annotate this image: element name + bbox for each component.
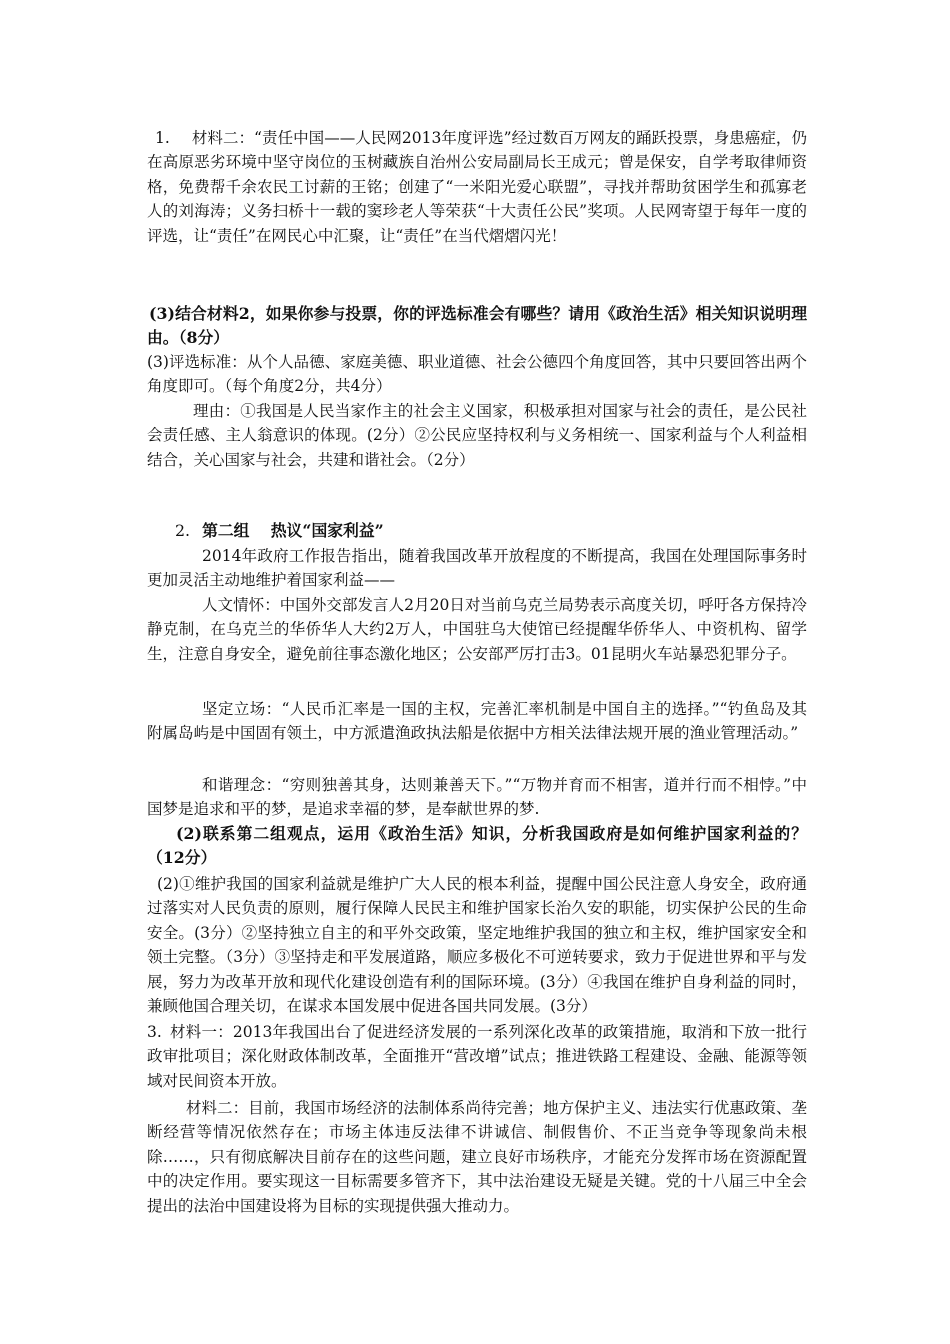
q2-question: [147, 822, 807, 871]
q2-paragraph-2: [147, 697, 807, 746]
q1-material-block: [147, 126, 807, 248]
q1-answer-reason: [147, 399, 807, 472]
q3-material-1: [147, 1020, 807, 1093]
q1-question-text: (3)结合材料2，如果你参与投票，你的评选标准会有哪些？请用《政治生活》相关知识说明理由。（8分）: [147, 304, 807, 348]
q3-number: 3.: [147, 1023, 162, 1041]
q3-material-2: [147, 1096, 807, 1218]
q1-number: 1.: [155, 129, 170, 147]
q2-heading: 第二组 热议“国家利益”: [202, 521, 384, 540]
q2-paragraph-1-text: 人文情怀：中国外交部发言人2月20日对当前乌克兰局势表示高度关切，呼吁各方保持冷静克制，在乌克兰的华侨华人大约2万人，中国驻乌大使馆已经提醒华侨华人、中资机构、留学生，注意自身安全，避免前往事态激化地区；公安部严厉打击3。01昆明火车站暴恐犯罪分子。: [147, 596, 807, 663]
q3-material-1-text: 材料一：2013年我国出台了促进经济发展的一系列深化改革的政策措施，取消和下放一批行政审批项目；深化财政体制改革，全面推开“营改增”试点；推进铁路工程建设、金融、能源等领域对民间资本开放。: [147, 1023, 807, 1090]
q2-intro: [147, 544, 807, 593]
q2-heading-line: [147, 519, 807, 543]
q3-material-2-text: 材料二：目前，我国市场经济的法制体系尚待完善；地方保护主义、违法实行优惠政策、垄断经营等情况依然存在；市场主体违反法律不讲诚信、制假售价、不正当竞争等现象尚未根除……，只有彻底解决目前存在的这些问题，建立良好市场秩序，才能充分发挥市场在资源配置中的决定作用。要实现这一目标需要多管齐下，其中法治建设无疑是关键。党的十八届三中全会提出的法治中国建设将为目标的实现提供强大推动力。: [147, 1099, 807, 1215]
q2-paragraph-1: [147, 593, 807, 666]
q2-answer-text: (2)①维护我国的国家利益就是维护广大人民的根本利益，提醒中国公民注意人身安全，政府通过落实对人民负责的原则，履行保障人民民主和维护国家长治久安的职能，切实保护公民的生命安全。(3分）②坚持独立自主的和平外交政策，坚定地维护我国的独立和主权，维护国家安全和领土完整。（3分）③坚持走和平发展道路，顺应多极化不可逆转要求，致力于促进世界和平与发展，努力为改革开放和现代化建设创造有利的国际环境。(3分）④我国在维护自身利益的同时，兼顾他国合理关切，在谋求本国发展中促进各国共同发展。(3分）: [147, 875, 807, 1016]
q1-material: 材料二：“责任中国——人民网2013年度评选”经过数百万网友的踊跃投票，身患癌症，仍在高原恶劣环境中坚守岗位的玉树藏族自治州公安局副局长王成元；曾是保安，自学考取律师资格，免费帮千余农民工讨薪的王铭；创建了“一米阳光爱心联盟”，寻找并帮助贫困学生和孤寡老人的刘海涛；义务扫桥十一载的窦珍老人等荣获“十大责任公民”奖项。人民网寄望于每年一度的评选，让“责任”在网民心中汇聚，让“责任”在当代熠熠闪光！: [147, 129, 807, 245]
q2-number: 2.: [175, 521, 191, 540]
q1-answer-standard-text: (3)评选标准：从个人品德、家庭美德、职业道德、社会公德四个角度回答，其中只要回答出两个角度即可。（每个角度2分，共4分）: [147, 353, 807, 396]
q1-answer-reason-text: 理由：①我国是人民当家作主的社会主义国家，积极承担对国家与社会的责任，是公民社会责任感、主人翁意识的体现。(2分）②公民应坚持权利与义务相统一、国家利益与个人利益相结合，关心国家与社会，共建和谐社会。（2分）: [147, 402, 807, 469]
q2-paragraph-2-text: 坚定立场：“人民币汇率是一国的主权，完善汇率机制是中国自主的选择。”“钓鱼岛及其附属岛屿是中国固有领土，中方派遣渔政执法船是依据中方相关法律法规开展的渔业管理活动。”: [147, 700, 807, 743]
q1-question: [147, 302, 807, 351]
q2-question-text: (2)联系第二组观点，运用《政治生活》知识，分析我国政府是如何维护国家利益的？（12分）: [147, 824, 807, 868]
q2-intro-text: 2014年政府工作报告指出，随着我国改革开放程度的不断提高，我国在处理国际事务时更加灵活主动地维护着国家利益——: [147, 547, 807, 590]
q1-answer-standard: [147, 350, 807, 399]
q2-paragraph-3: [147, 773, 807, 822]
q2-answer: [147, 872, 807, 1018]
q2-paragraph-3-text: 和谐理念：“穷则独善其身，达则兼善天下。”“万物并育而不相害，道并行而不相悖。”中国梦是追求和平的梦，是追求幸福的梦，是奉献世界的梦.: [147, 776, 807, 819]
